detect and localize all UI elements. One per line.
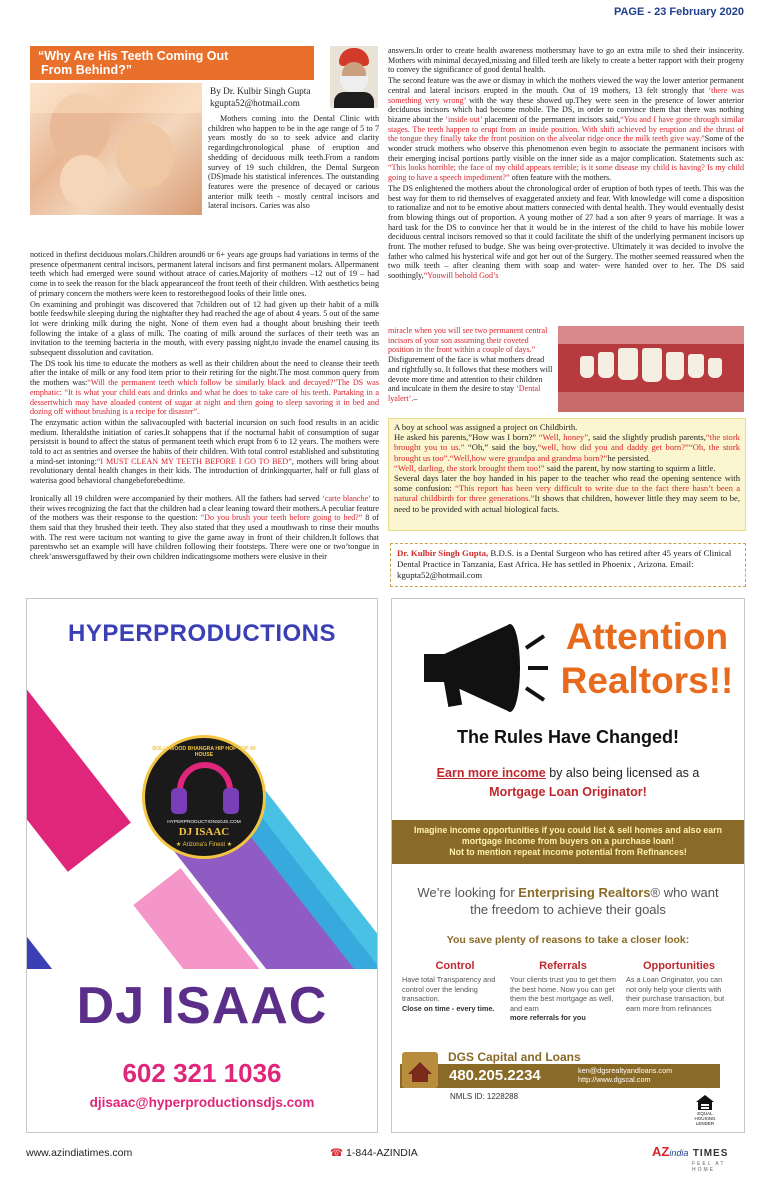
quote: ‘inside out’ (445, 114, 483, 124)
opportunities-title: Opportunities (642, 960, 716, 972)
bio-text: B.D.S. is a Dental Surgeon who has retired after 45 years of Clinical Dental Practice in Tanzania, East Africa. He has settled in Phoenix , Arizona. Email: kgupta52@hotmail.com (397, 548, 732, 580)
paragraph (394, 432, 740, 463)
earn-line (391, 766, 745, 780)
referrals-text: Your clients trust you to get them the best home. Now you can get them the best mortgage as well, and earn (510, 975, 616, 1013)
text-span: We’re looking for (417, 885, 519, 900)
nmls-id: NMLS ID: 1228288 (450, 1092, 519, 1101)
text-span: – (413, 393, 418, 403)
text-span: said the parent, by now starting to squirm a little. (544, 462, 716, 473)
text-span: The enzymatic action within the salivacoupled with bacterial incursion on such food results in an acidic medium. Itheraldsthe initiation of caries.It sohappens that if the nocturnal habit of consumption of sugar persistsit is bound to affect the status of permanent teeth which erupt from 6 to 12 years. The mothers were told to act as sentries and oversee the habits of their children. With total control established and substituting a mind-set intoning: (30, 417, 379, 466)
logo-az: AZ (652, 1144, 670, 1159)
opportunities-text: As a Loan Originator, you can not only help your clients with their purchase transaction, but earn more from refinances (626, 975, 725, 1013)
children-photo (30, 83, 202, 215)
footer-logo (652, 1143, 746, 1173)
control-title: Control (435, 960, 475, 972)
dgs-contact (578, 1066, 672, 1084)
quote: ‘there was something very wrong’ (388, 85, 744, 105)
page-header: PAGE - 23 February 2020 (613, 6, 744, 18)
text-span: the freedom to achieve their goals (470, 902, 666, 917)
dj-email[interactable]: djisaac@hyperproductionsdjs.com (89, 1095, 315, 1110)
band-line: Not to mention repeat income potential from Refinances! (449, 847, 687, 857)
text-span: with the way these showed up.They were seen in the presence of lower anterior deciduous incisors which had become mobile. The DS, in order to convince them that there was nothing bizarre about the (388, 95, 744, 124)
byline (210, 86, 310, 110)
dj-ad-header: HYPERPRODUCTIONS (67, 620, 337, 647)
article-column-1 (30, 250, 379, 585)
quote: “Youwill behold God’s (423, 271, 499, 281)
badge-tagline: ★ Arizona's Finest ★ (175, 842, 233, 848)
text-span: Ironically all 19 children were accompanied by their mothers. All the fathers had served (30, 493, 323, 503)
text-span: “Oh,” said the boy, (464, 442, 538, 453)
band-line: Imagine income opportunities if you could list & sell homes and also earn (414, 825, 722, 835)
text-span: to their wives recognizing the fact that the children had a clear leaning toward their mothers.A peculiar feature of the mothers was their response to the question: (30, 493, 379, 523)
dgs-email[interactable]: ken@dgsrealtyandloans.com (578, 1066, 673, 1075)
quote: ‘carte blanche’ (322, 493, 371, 503)
megaphone-icon (410, 618, 550, 718)
income-band (392, 820, 744, 864)
text-span: placement of the permanent incisors said, (482, 114, 621, 124)
logo-tagline: FEEL AT HOME (692, 1161, 726, 1173)
reasons-heading: You save plenty of reasons to take a closer look: (446, 934, 690, 946)
attention-line-1: Attention (565, 616, 729, 657)
text-span: ® who want (650, 885, 719, 900)
quote: “well, how did you and daddy get born?”“Oh, the stork brought us too”.“Well,how were grandpa and grandma born?” (394, 442, 741, 463)
quote: “Well, darling, the stork brought them too!” (394, 462, 545, 473)
text-span: Some of the wonder struck mothers who observe this phenomenon even begin to associate the permanent incisors with their emerging incisal portions partly visible on the inner side as a major complication. Statements such as: (388, 134, 744, 163)
band-line: mortgage income from buyers on a purchase loan! (461, 836, 675, 846)
text-span: often feature with the mothers. (509, 173, 612, 183)
enterprising-realtors: Enterprising Realtors (518, 885, 651, 900)
referrals-title: Referrals (539, 960, 587, 972)
paragraph (30, 418, 379, 486)
dgs-phone[interactable]: 480.205.2234 (449, 1067, 541, 1084)
phone-icon: ☎ (330, 1147, 344, 1159)
paragraph: answers.In order to create health awareness mothersmay have to go an extra mile to shed their insincerity. Mothers with minimal decayed,missing and filled teeth are likely to create a better rapport with their progeny to convey the significance of good dental health. (388, 46, 744, 75)
quote: “Will the permanent teeth which follow be similarly black and decayed?”The DS was emphatic: “It is what your child eats and drinks and what he does to take care of his teeth. Partaking in a dessertwhich may have aloaded content of sugar at night and then going to sleep savoring it in bed and dozing off without brushing is a recipe for disaster”. (30, 378, 379, 417)
quote: “This report has been very difficult to write due to the fact there hasn’t been a natural childbirth for three generations.” (394, 483, 741, 504)
quote: ‘Dental lyalert’. (388, 384, 541, 403)
mlo-line: Mortgage Loan Originator! (489, 785, 647, 799)
paragraph: On examining and probingit was discovered that 7children out of 12 had given up their habit of a milk bottle feedswhile sleeping during the nightafter they had reached the age of about 4 years. 5 out of the same lot were drinking milk during the night. None of them even had a thought about brushing their teeth following the intake of a glass of milk. The coating of milk around the surfaces of their teeth was an invitation to the teeming bacteria in the mouth, with every passing night,to invade the enamel causing its subsequent dissolution and cavitation. (30, 299, 379, 358)
text-span: 8 of them said that they brushed their teeth. They also stated that they used a mouthwash to rinse their mouths with. The rest were taciturn not wanting to give the game away in front of their children.It follows that parentswho set an example will have children following their footsteps. There were one or two’tongue in cheek’answersguffawed by their own children indicatingsome mothers were elusive in their (30, 513, 379, 562)
paragraph: noticed in thefirst deciduous molars.Children around6 or 6+ years age groups had variations in terms of the presence ofpermanent central incisors, permanent lateral incisors and first permanent molars. Allpermanent teeth which had emerged were sound without atrace of caries.Majority of mothers –12 out of 19 – had come in to seek the reason for the black appearanceof the front teeth of their children. With aesthetics being of primary concern the mothers were keen to restorethegood looks of their little ones. (30, 250, 379, 298)
author-photo (330, 46, 378, 108)
text-span: The DS took his time to educate the mothers as well as their children about the need to cleanse their teeth after the intake of milk or any food item prior to their retiring for the night.The most common query from the mothers was: (30, 358, 379, 388)
quote: “This looks horrible; the face of my child appears terrible; is it some disease my child is having? Is my child going to have a speech impediment?” (388, 163, 744, 183)
author-email: kgupta52@hotmail.com (210, 99, 300, 109)
dgs-logo (402, 1052, 438, 1088)
footer-phone (330, 1147, 418, 1159)
footer-site[interactable]: www.azindiatimes.com (26, 1147, 133, 1159)
article-column-1-top (208, 114, 379, 250)
paragraph (30, 494, 379, 562)
text-span: He asked his parents,”How was I born?” (394, 432, 539, 443)
dj-big-name: DJ ISAAC (76, 977, 328, 1035)
quote: “You and I have gone through similar stages. The teeth happen to erupt from an inside position. With shift achieved by eruption and the thrust of the tongue they finally take the front position on the alveolar ridge once the milk teeth give way.” (388, 114, 744, 144)
text-span: The DS enlightened the mothers about the chronological order of eruption of both types of teeth. This was the best way for them to rid themselves of exaggerated anxiety and fear. With knowledge will come a disposition to rationalize and not to be emotive about matters connected with dental health. They would eventually desist from blowing things out of proportion. A young mother of 27 had a son after 9 years of marriage. It was a hard task for the DS to convince her that it would be in the interest of the child to have his mobile lower deciduous central incisors removed so that it could facilitate the shift of the underlying permanent incisors up front. The mother refused to budge. She was being over-protective. Ultimately it was decided to involve the father who calmed his hysterical wife and got her out of the Surgery. The mother seemed reassured when the two milk teeth – after cleaning them with soap and water- were handed over to her. The DS said soothingly, (388, 183, 744, 281)
dj-phone[interactable]: 602 321 1036 (122, 1058, 282, 1088)
text-span: , mothers will bring about revolutionary dental health changes in their kids. The introduction of drinkingquarter, half or full glass of waterisa good behavioral changebeforebedtime. (30, 456, 379, 486)
referrals-column (510, 962, 616, 1022)
text-span: he persisted. (607, 452, 651, 463)
paragraph: A boy at school was assigned a project on Childbirth. (394, 422, 578, 432)
control-text: Have total Transparency and control over the lending transaction. (402, 975, 496, 1004)
author-bio (390, 543, 746, 587)
paragraph (394, 473, 740, 514)
dj-badge (142, 735, 266, 859)
quote: “I MUST CLEAN MY TEETH BEFORE I GO TO BED” (96, 456, 292, 466)
paragraph (388, 76, 744, 183)
bio-name: Dr. Kulbir Singh Gupta, (397, 548, 489, 558)
looking-for (391, 884, 745, 918)
dgs-company-name: DGS Capital and Loans (448, 1050, 581, 1064)
title-line-1: “Why Are His Teeth Coming Out (38, 49, 229, 63)
control-column (402, 962, 508, 1013)
article-title (30, 46, 314, 80)
logo-times: TIMES (692, 1148, 729, 1159)
badge-genres: BOLLYWOOD BHANGRA HIP HOP TOP 40 HOUSE (152, 746, 256, 758)
dgs-website[interactable]: http://www.dgscal.com (578, 1075, 651, 1084)
referrals-bold: more referrals for you (510, 1013, 586, 1023)
dj-isaac-ad[interactable] (26, 598, 378, 1133)
rules-changed: The Rules Have Changed! (456, 727, 680, 747)
text-span: It shows that children, however little they may seem to be, need to be provided with actual biological facts. (394, 493, 740, 514)
article-column-2-bottom (388, 326, 554, 414)
footer-phone-number[interactable]: 1-844-AZINDIA (346, 1147, 418, 1159)
attention-line-2: Realtors!! (560, 660, 734, 701)
opportunities-column (626, 962, 732, 1013)
badge-site: HYPERPRODUCTIONSDJS.COM (167, 820, 241, 825)
article-column-2 (388, 46, 744, 326)
paragraph (394, 463, 740, 473)
earn-more-link[interactable]: Earn more income (436, 766, 546, 780)
equal-housing-icon (692, 1094, 718, 1126)
control-bold: Close on time - every time. (402, 1003, 495, 1013)
attention-heading (554, 615, 740, 703)
paragraph: Mothers coming into the Dental Clinic with children who happen to be in the age range of 5 to 7 years mostly do so to seek advice and clarity regardingchronological phase of eruption and shedding of deciduous milk teeth.From a random survey of 19 such children, the Dental Surgeon (DS)made his statistical inferences. The outstanding features were the presence of decayed or carious anterior milk teeth - mostly central incisors and lateral incisors. Caries was also (208, 114, 379, 211)
quote: “Well, honey” (538, 432, 589, 443)
title-line-2: From Behind?” (41, 63, 132, 77)
equal-housing-text: EQUAL HOUSING LENDER (694, 1111, 716, 1126)
text-span: Several days later the boy handed in his paper to the teacher who read the opening sentence with some confusion: (394, 473, 740, 494)
paragraph (388, 326, 554, 404)
earn-text: by also being licensed as a (545, 766, 700, 780)
text-span: Disfigurement of the face is what mothers dread and rightfully so. It follows that these mothers will devote more time and attention to their children and inculcate in them the desire to stay (388, 355, 553, 394)
author-name: By Dr. Kulbir Singh Gupta (210, 87, 311, 97)
quote: “Do you brush your teeth before going to bed?” (200, 513, 363, 523)
anecdote-box (388, 418, 746, 531)
badge-name: DJ ISAAC (178, 826, 230, 838)
logo-india: india (669, 1148, 689, 1158)
quote: “the stork brought you to us.” (394, 432, 740, 453)
teeth-photo (558, 326, 744, 412)
paragraph (388, 184, 744, 281)
text-span: , said the slightly prudish parents, (588, 432, 706, 443)
text-span: The second feature was the awe or dismay in which the mothers viewed the way the lower anterior permanent central and lateral incisors erupted in the mouth. Out of 19 mothers, 13 felt strongly that (388, 76, 744, 95)
paragraph (30, 359, 379, 417)
quote: miracle when you will see two permanent central incisors of your son assuming their coveted position in the front within a couple of days.” (388, 326, 548, 355)
